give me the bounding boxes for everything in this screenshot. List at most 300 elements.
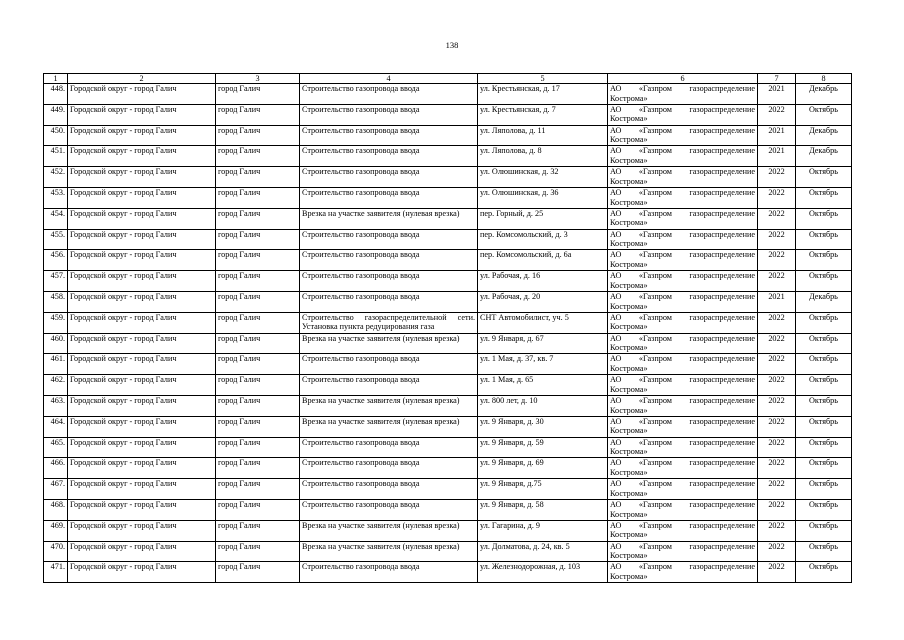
organization-line — [610, 375, 755, 385]
district-cell: Городской округ - город Галич — [68, 187, 216, 208]
row-number: 460. — [44, 333, 68, 354]
work-cell: Строительство газопровода ввода — [300, 291, 478, 312]
organization-part: газораспределение — [689, 416, 755, 426]
year-cell: 2021 — [758, 146, 796, 167]
organization-part: АО — [610, 395, 622, 405]
row-number: 470. — [44, 541, 68, 562]
table-row — [44, 499, 852, 520]
organization-cell — [608, 395, 758, 416]
year-cell: 2021 — [758, 125, 796, 146]
address-cell: ул. Олюшинская, д. 36 — [478, 187, 608, 208]
settlement-cell: город Галич — [216, 312, 300, 333]
organization-line — [610, 126, 755, 136]
organization-part: АО — [610, 84, 622, 93]
table-row — [44, 187, 852, 208]
district-cell: Городской округ - город Галич — [68, 229, 216, 250]
settlement-cell: город Галич — [216, 520, 300, 541]
table-row — [44, 479, 852, 500]
organization-part: Кострома» — [610, 509, 648, 519]
work-cell: Строительство газопровода ввода — [300, 146, 478, 167]
table-row — [44, 541, 852, 562]
month-cell: Октябрь — [796, 167, 852, 188]
table-row — [44, 229, 852, 250]
organization-line — [610, 250, 755, 260]
organization-part: Кострома» — [610, 488, 648, 498]
district-cell: Городской округ - город Галич — [68, 167, 216, 188]
address-cell: ул. 1 Мая, д. 37, кв. 7 — [478, 354, 608, 375]
district-cell: Городской округ - город Галич — [68, 354, 216, 375]
column-header: 1 — [44, 74, 68, 84]
district-cell: Городской округ - город Галич — [68, 271, 216, 292]
organization-part: АО — [610, 187, 622, 197]
organization-part: АО — [610, 312, 622, 322]
year-cell: 2022 — [758, 271, 796, 292]
month-cell: Октябрь — [796, 520, 852, 541]
settlement-cell: город Галич — [216, 458, 300, 479]
address-cell: ул. Крестьянская, д. 17 — [478, 84, 608, 105]
work-cell: Строительство газопровода ввода — [300, 499, 478, 520]
column-header: 7 — [758, 74, 796, 84]
year-cell: 2022 — [758, 333, 796, 354]
organization-part: «Газпром — [638, 291, 672, 301]
organization-part: газораспределение — [689, 250, 755, 260]
month-cell: Октябрь — [796, 562, 852, 583]
column-header: 3 — [216, 74, 300, 84]
work-cell: Строительство газопровода ввода — [300, 562, 478, 583]
organization-part: Кострома» — [610, 405, 648, 415]
organization-line — [610, 521, 755, 531]
row-number: 457. — [44, 271, 68, 292]
organization-part: АО — [610, 416, 622, 426]
organization-part: «Газпром — [638, 375, 672, 385]
work-cell: Строительство газораспределительной сети. Установка пункта редуцирования газа — [300, 312, 478, 333]
organization-part: «Газпром — [638, 84, 672, 93]
month-cell: Октябрь — [796, 187, 852, 208]
work-cell: Строительство газопровода ввода — [300, 84, 478, 105]
address-cell: ул. Рабочая, д. 16 — [478, 271, 608, 292]
table-row — [44, 375, 852, 396]
organization-line — [610, 230, 755, 240]
year-cell: 2022 — [758, 520, 796, 541]
organization-part: «Газпром — [638, 479, 672, 489]
row-number: 458. — [44, 291, 68, 312]
settlement-cell: город Галич — [216, 167, 300, 188]
district-cell: Городской округ - город Галич — [68, 416, 216, 437]
organization-line — [610, 209, 755, 219]
row-number: 455. — [44, 229, 68, 250]
organization-cell — [608, 208, 758, 229]
work-cell: Строительство газопровода ввода — [300, 104, 478, 125]
address-cell: ул. 9 Января, д.75 — [478, 479, 608, 500]
organization-part: Кострома» — [610, 135, 648, 145]
district-cell: Городской округ - город Галич — [68, 437, 216, 458]
table-row — [44, 458, 852, 479]
organization-part: газораспределение — [689, 458, 755, 468]
organization-line — [610, 458, 755, 468]
month-cell: Октябрь — [796, 375, 852, 396]
address-cell: пер. Комсомольский, д. 6а — [478, 250, 608, 271]
organization-part: газораспределение — [689, 499, 755, 509]
organization-part: газораспределение — [689, 146, 755, 156]
table-row — [44, 395, 852, 416]
organization-part: Кострома» — [610, 197, 648, 207]
column-header: 2 — [68, 74, 216, 84]
organization-part: газораспределение — [689, 104, 755, 114]
year-cell: 2022 — [758, 354, 796, 375]
year-cell: 2021 — [758, 84, 796, 105]
organization-part: АО — [610, 354, 622, 364]
organization-line — [610, 84, 755, 94]
row-number: 471. — [44, 562, 68, 583]
organization-part: АО — [610, 146, 622, 156]
work-cell: Врезка на участке заявителя (нулевая врезка) — [300, 333, 478, 354]
settlement-cell: город Галич — [216, 208, 300, 229]
organization-part: АО — [610, 125, 622, 135]
organization-part: газораспределение — [689, 333, 755, 343]
organization-cell — [608, 271, 758, 292]
address-cell: ул. 1 Мая, д. 65 — [478, 375, 608, 396]
organization-part: газораспределение — [689, 312, 755, 322]
settlement-cell: город Галич — [216, 479, 300, 500]
organization-part: Кострома» — [610, 93, 648, 103]
work-cell: Строительство газопровода ввода — [300, 437, 478, 458]
organization-cell — [608, 187, 758, 208]
organization-part: АО — [610, 167, 622, 177]
year-cell: 2022 — [758, 312, 796, 333]
organization-part: «Газпром — [638, 312, 672, 322]
month-cell: Октябрь — [796, 354, 852, 375]
work-cell: Врезка на участке заявителя (нулевая врезка) — [300, 520, 478, 541]
month-cell: Октябрь — [796, 333, 852, 354]
table-row — [44, 312, 852, 333]
settlement-cell: город Галич — [216, 333, 300, 354]
address-cell: ул. Олюшинская, д. 32 — [478, 167, 608, 188]
organization-part: АО — [610, 271, 622, 281]
organization-cell — [608, 479, 758, 500]
month-cell: Октябрь — [796, 541, 852, 562]
work-cell: Строительство газопровода ввода — [300, 458, 478, 479]
settlement-cell: город Галич — [216, 84, 300, 105]
row-number: 451. — [44, 146, 68, 167]
district-cell: Городской округ - город Галич — [68, 250, 216, 271]
district-cell: Городской округ - город Галич — [68, 125, 216, 146]
district-cell: Городской округ - город Галич — [68, 104, 216, 125]
organization-line — [610, 105, 755, 115]
district-cell: Городской округ - город Галич — [68, 291, 216, 312]
row-number: 466. — [44, 458, 68, 479]
organization-part: газораспределение — [689, 291, 755, 301]
organization-part: Кострома» — [610, 259, 648, 269]
year-cell: 2021 — [758, 291, 796, 312]
table-row — [44, 437, 852, 458]
organization-cell — [608, 375, 758, 396]
column-header: 5 — [478, 74, 608, 84]
organization-line — [610, 417, 755, 427]
organization-part: газораспределение — [689, 541, 755, 551]
organization-part: Кострома» — [610, 530, 648, 540]
header-row — [44, 74, 852, 84]
organization-part: АО — [610, 250, 622, 260]
year-cell: 2022 — [758, 375, 796, 396]
settlement-cell: город Галич — [216, 354, 300, 375]
organization-part: газораспределение — [689, 479, 755, 489]
settlement-cell: город Галич — [216, 229, 300, 250]
work-cell: Строительство газопровода ввода — [300, 187, 478, 208]
organization-part: «Газпром — [638, 499, 672, 509]
column-header: 6 — [608, 74, 758, 84]
year-cell: 2022 — [758, 229, 796, 250]
settlement-cell: город Галич — [216, 416, 300, 437]
month-cell: Декабрь — [796, 291, 852, 312]
organization-part: «Газпром — [638, 541, 672, 551]
organization-part: Кострома» — [610, 239, 648, 249]
organization-part: Кострома» — [610, 301, 648, 311]
organization-part: АО — [610, 479, 622, 489]
row-number: 450. — [44, 125, 68, 146]
organization-part: «Газпром — [638, 104, 672, 114]
organization-cell — [608, 291, 758, 312]
address-cell: ул. 800 лет, д. 10 — [478, 395, 608, 416]
organization-part: газораспределение — [689, 187, 755, 197]
table-row — [44, 416, 852, 437]
organization-part: «Газпром — [638, 271, 672, 281]
organization-line — [610, 292, 755, 302]
settlement-cell: город Галич — [216, 562, 300, 583]
address-cell: ул. 9 Января, д. 59 — [478, 437, 608, 458]
settlement-cell: город Галич — [216, 499, 300, 520]
organization-part: Кострома» — [610, 218, 648, 228]
organization-part: газораспределение — [689, 208, 755, 218]
organization-part: газораспределение — [689, 562, 755, 572]
settlement-cell: город Галич — [216, 395, 300, 416]
organization-cell — [608, 125, 758, 146]
address-cell: пер. Комсомольский, д. 3 — [478, 229, 608, 250]
work-cell: Врезка на участке заявителя (нулевая врезка) — [300, 541, 478, 562]
organization-part: газораспределение — [689, 395, 755, 405]
organization-cell — [608, 84, 758, 105]
district-cell: Городской округ - город Галич — [68, 312, 216, 333]
work-cell: Строительство газопровода ввода — [300, 167, 478, 188]
month-cell: Декабрь — [796, 84, 852, 105]
organization-part: газораспределение — [689, 271, 755, 281]
organization-part: «Газпром — [638, 395, 672, 405]
organization-part: Кострома» — [610, 363, 648, 373]
organization-part: АО — [610, 229, 622, 239]
organization-part: АО — [610, 208, 622, 218]
table-row — [44, 520, 852, 541]
organization-part: «Газпром — [638, 437, 672, 447]
month-cell: Декабрь — [796, 146, 852, 167]
row-number: 454. — [44, 208, 68, 229]
work-cell: Строительство газопровода ввода — [300, 375, 478, 396]
district-cell: Городской округ - город Галич — [68, 208, 216, 229]
year-cell: 2022 — [758, 562, 796, 583]
organization-part: Кострома» — [610, 551, 648, 561]
district-cell: Городской округ - город Галич — [68, 84, 216, 105]
organization-part: «Газпром — [638, 125, 672, 135]
work-cell: Строительство газопровода ввода — [300, 229, 478, 250]
district-cell: Городской округ - город Галич — [68, 395, 216, 416]
row-number: 453. — [44, 187, 68, 208]
row-number: 462. — [44, 375, 68, 396]
organization-part: «Газпром — [638, 458, 672, 468]
organization-part: Кострома» — [610, 426, 648, 436]
organization-cell — [608, 250, 758, 271]
organization-part: АО — [610, 333, 622, 343]
organization-line — [610, 500, 755, 510]
organization-part: «Газпром — [638, 562, 672, 572]
organization-part: Кострома» — [610, 384, 648, 394]
district-cell: Городской округ - город Галич — [68, 562, 216, 583]
district-cell: Городской округ - город Галич — [68, 333, 216, 354]
organization-part: Кострома» — [610, 322, 648, 332]
organization-cell — [608, 499, 758, 520]
month-cell: Октябрь — [796, 416, 852, 437]
district-cell: Городской округ - город Галич — [68, 375, 216, 396]
organization-part: АО — [610, 291, 622, 301]
work-cell: Строительство газопровода ввода — [300, 250, 478, 271]
organization-line — [610, 354, 755, 364]
table-row — [44, 562, 852, 583]
address-cell: ул. Крестьянская, д. 7 — [478, 104, 608, 125]
organization-part: газораспределение — [689, 375, 755, 385]
organization-cell — [608, 416, 758, 437]
organization-part: Кострома» — [610, 155, 648, 165]
address-cell: ул. Гагарина, д. 9 — [478, 520, 608, 541]
organization-part: «Газпром — [638, 187, 672, 197]
table-row — [44, 125, 852, 146]
year-cell: 2022 — [758, 208, 796, 229]
address-cell: ул. Ляполова, д. 8 — [478, 146, 608, 167]
organization-part: Кострома» — [610, 447, 648, 457]
organization-part: АО — [610, 375, 622, 385]
year-cell: 2022 — [758, 541, 796, 562]
month-cell: Октябрь — [796, 458, 852, 479]
organization-line — [610, 479, 755, 489]
month-cell: Октябрь — [796, 437, 852, 458]
organization-part: АО — [610, 562, 622, 572]
table-row — [44, 146, 852, 167]
organization-line — [610, 167, 755, 177]
organization-part: Кострома» — [610, 176, 648, 186]
organization-line — [610, 313, 755, 323]
organization-part: АО — [610, 499, 622, 509]
month-cell: Октябрь — [796, 208, 852, 229]
table-row — [44, 84, 852, 105]
organization-part: газораспределение — [689, 520, 755, 530]
year-cell: 2022 — [758, 499, 796, 520]
gasification-table — [43, 73, 852, 583]
settlement-cell: город Галич — [216, 125, 300, 146]
work-cell: Строительство газопровода ввода — [300, 271, 478, 292]
organization-part: АО — [610, 104, 622, 114]
row-number: 465. — [44, 437, 68, 458]
work-cell: Врезка на участке заявителя (нулевая врезка) — [300, 395, 478, 416]
work-cell: Строительство газопровода ввода — [300, 354, 478, 375]
district-cell: Городской округ - город Галич — [68, 458, 216, 479]
organization-line — [610, 396, 755, 406]
column-header: 8 — [796, 74, 852, 84]
organization-cell — [608, 104, 758, 125]
organization-part: АО — [610, 437, 622, 447]
address-cell: ул. 9 Января, д. 30 — [478, 416, 608, 437]
organization-part: «Газпром — [638, 229, 672, 239]
settlement-cell: город Галич — [216, 375, 300, 396]
settlement-cell: город Галич — [216, 291, 300, 312]
organization-part: газораспределение — [689, 167, 755, 177]
organization-part: «Газпром — [638, 333, 672, 343]
page-number: 138 — [445, 40, 459, 50]
settlement-cell: город Галич — [216, 271, 300, 292]
organization-part: «Газпром — [638, 208, 672, 218]
row-number: 469. — [44, 520, 68, 541]
month-cell: Октябрь — [796, 395, 852, 416]
organization-part: Кострома» — [610, 114, 648, 124]
organization-cell — [608, 354, 758, 375]
year-cell: 2022 — [758, 395, 796, 416]
settlement-cell: город Галич — [216, 541, 300, 562]
organization-part: «Газпром — [638, 520, 672, 530]
row-number: 463. — [44, 395, 68, 416]
column-header: 4 — [300, 74, 478, 84]
row-number: 459. — [44, 312, 68, 333]
table-row — [44, 104, 852, 125]
year-cell: 2022 — [758, 416, 796, 437]
table-row — [44, 333, 852, 354]
organization-part: газораспределение — [689, 125, 755, 135]
row-number: 464. — [44, 416, 68, 437]
address-cell: пер. Горный, д. 25 — [478, 208, 608, 229]
settlement-cell: город Галич — [216, 104, 300, 125]
organization-part: газораспределение — [689, 84, 755, 93]
table-row — [44, 250, 852, 271]
district-cell: Городской округ - город Галич — [68, 541, 216, 562]
work-cell: Врезка на участке заявителя (нулевая врезка) — [300, 208, 478, 229]
row-number: 452. — [44, 167, 68, 188]
organization-cell — [608, 333, 758, 354]
district-cell: Городской округ - город Галич — [68, 499, 216, 520]
organization-part: «Газпром — [638, 354, 672, 364]
organization-part: газораспределение — [689, 437, 755, 447]
organization-line — [610, 334, 755, 344]
organization-cell — [608, 146, 758, 167]
month-cell: Октябрь — [796, 229, 852, 250]
address-cell: ул. Железнодорожная, д. 103 — [478, 562, 608, 583]
organization-part: Кострома» — [610, 467, 648, 477]
month-cell: Октябрь — [796, 479, 852, 500]
row-number: 449. — [44, 104, 68, 125]
organization-part: Кострома» — [610, 571, 648, 581]
year-cell: 2022 — [758, 167, 796, 188]
organization-line — [610, 542, 755, 552]
organization-cell — [608, 229, 758, 250]
address-cell: ул. Ляполова, д. 11 — [478, 125, 608, 146]
address-cell: СНТ Автомобилист, уч. 5 — [478, 312, 608, 333]
settlement-cell: город Галич — [216, 437, 300, 458]
organization-part: газораспределение — [689, 354, 755, 364]
year-cell: 2022 — [758, 479, 796, 500]
table-row — [44, 291, 852, 312]
table-row — [44, 167, 852, 188]
settlement-cell: город Галич — [216, 146, 300, 167]
table-row — [44, 271, 852, 292]
row-number: 461. — [44, 354, 68, 375]
organization-line — [610, 188, 755, 198]
address-cell: ул. 9 Января, д. 69 — [478, 458, 608, 479]
table-row — [44, 354, 852, 375]
month-cell: Октябрь — [796, 271, 852, 292]
organization-cell — [608, 437, 758, 458]
